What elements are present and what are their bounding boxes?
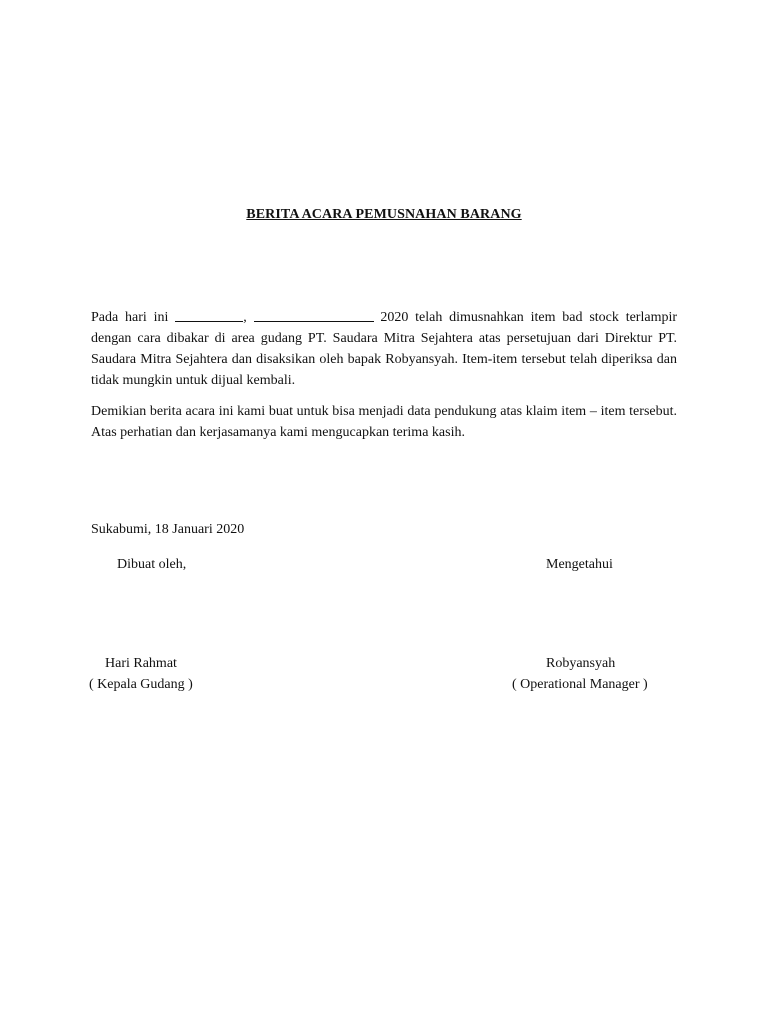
signature-right-label: Mengetahui	[546, 557, 613, 572]
signature-right-role: ( Operational Manager )	[512, 677, 648, 692]
date-blank-field	[254, 308, 374, 322]
paragraph-closing: Demikian berita acara ini kami buat untuk bisa menjadi data pendukung atas klaim item – item tersebut. Atas perhatian dan kerjasamanya kami mengucapkan terima kasih.	[91, 404, 677, 440]
place-date: Sukabumi, 18 Januari 2020	[91, 522, 245, 537]
signature-left-label: Dibuat oleh,	[117, 557, 187, 572]
paragraph-statement	[91, 307, 677, 391]
statement-body: 2020 telah dimusnahkan item bad stock terlampir dengan cara dibakar di area gudang PT. Saudara Mitra Sejahtera atas persetujuan dari Direktur PT. Saudara Mitra Sejahtera dan disaksikan oleh bapak Robyansyah. Item-item tersebut telah diperiksa dan tidak mungkin untuk dijual kembali.	[91, 310, 678, 388]
signature-left-role: ( Kepala Gudang )	[89, 677, 193, 692]
signature-left-name: Hari Rahmat	[105, 656, 177, 671]
day-blank-field	[175, 308, 243, 322]
statement-intro: Pada hari ini	[91, 310, 169, 325]
statement-separator: ,	[243, 310, 247, 325]
signature-right-name: Robyansyah	[546, 656, 616, 671]
document-title: BERITA ACARA PEMUSNAHAN BARANG	[246, 207, 522, 222]
